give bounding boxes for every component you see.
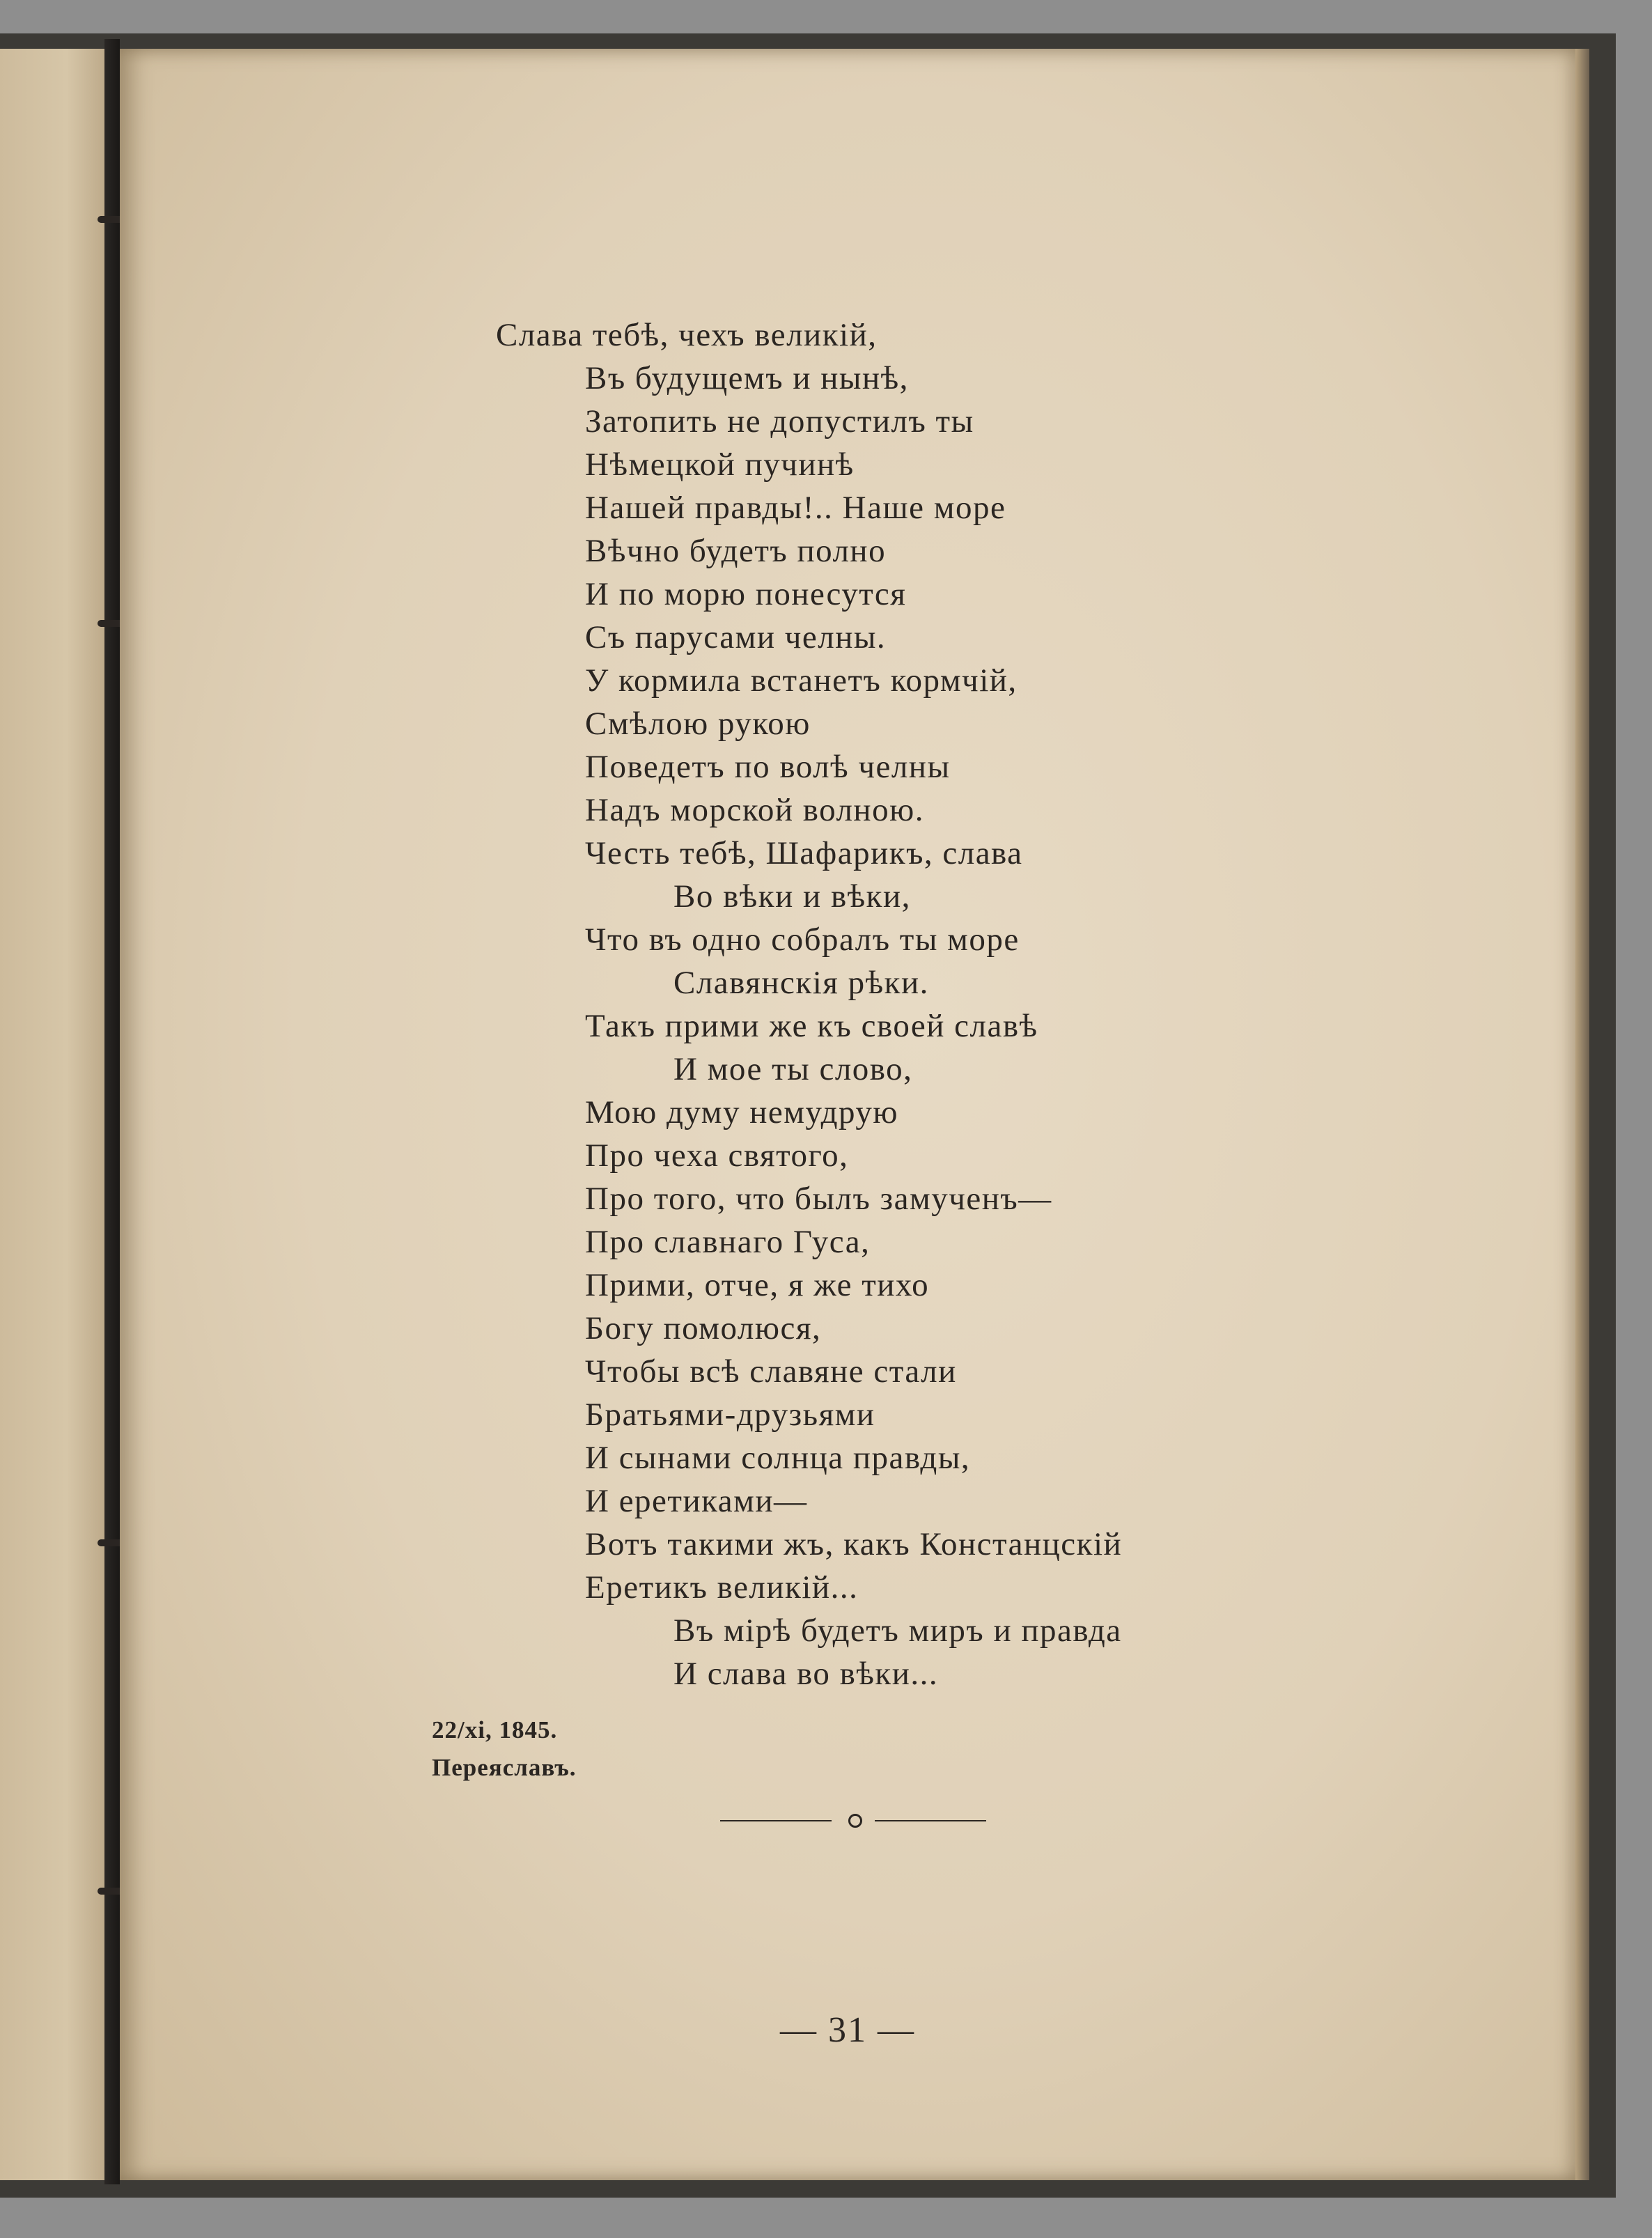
poem-line: Такъ прими же къ своей славѣ xyxy=(585,1008,1038,1044)
poem-line: Братьями-друзьями xyxy=(585,1397,875,1433)
poem-line: Съ парусами челны. xyxy=(585,619,887,655)
poem-line: Поведетъ по волѣ челны xyxy=(585,749,951,785)
page-number: — 31 — xyxy=(780,2010,915,2050)
poem-line: Вѣчно будетъ полно xyxy=(585,533,887,569)
poem-line: Въ мірѣ будетъ миръ и правда xyxy=(673,1613,1122,1649)
poem-text xyxy=(120,313,1575,1695)
poem-line: Про того, что былъ замученъ— xyxy=(585,1181,1052,1217)
poem-line: Затопить не допустилъ ты xyxy=(585,403,974,440)
poem-line: И слава во вѣки... xyxy=(673,1656,939,1692)
poem-line: Во вѣки и вѣки, xyxy=(673,878,911,915)
poem-place: Переяславъ. xyxy=(432,1754,577,1781)
section-divider xyxy=(720,1807,999,1835)
poem-line: Смѣлою рукою xyxy=(585,706,811,742)
scan-border-bottom xyxy=(0,2198,1652,2238)
scan-border-top xyxy=(0,0,1652,33)
poem-line: Славянскія рѣки. xyxy=(673,965,929,1001)
divider-circle-icon xyxy=(848,1814,862,1828)
poem-line: И по морю понесутся xyxy=(585,576,907,612)
scan-border-right xyxy=(1616,0,1652,2238)
poem-line: Что въ одно собралъ ты море xyxy=(585,922,1020,958)
divider-line-left xyxy=(720,1820,832,1821)
poem-line: Слава тебѣ, чехъ великій, xyxy=(496,317,878,353)
poem-line: У кормила встанетъ кормчій, xyxy=(585,662,1018,699)
book-page xyxy=(120,49,1575,2180)
divider-line-right xyxy=(875,1820,986,1821)
poem-line: И еретиками— xyxy=(585,1483,808,1519)
poem-line: Прими, отче, я же тихо xyxy=(585,1267,930,1303)
poem-line: Мою думу немудрую xyxy=(585,1094,898,1130)
poem-line: Честь тебѣ, Шафарикъ, слава xyxy=(585,835,1023,871)
poem-line: Про чеха святого, xyxy=(585,1137,849,1174)
left-page-edge xyxy=(0,49,111,2180)
book-gutter xyxy=(104,39,120,2184)
poem-line: Нѣмецкой пучинѣ xyxy=(585,446,855,483)
page-edge-right xyxy=(1575,49,1589,2180)
poem-line: Еретикъ великій... xyxy=(585,1569,859,1606)
poem-line: И мое ты слово, xyxy=(673,1051,913,1087)
poem-date: 22/xi, 1845. xyxy=(432,1716,558,1743)
poem-line: Надъ морской волною. xyxy=(585,792,924,828)
poem-line: И сынами солнца правды, xyxy=(585,1440,971,1476)
poem-line: Богу помолюся, xyxy=(585,1310,822,1346)
poem-line: Нашей правды!.. Наше море xyxy=(585,490,1006,526)
poem-line: Про славнаго Гуса, xyxy=(585,1224,871,1260)
poem-line: Въ будущемъ и нынѣ, xyxy=(585,360,909,396)
poem-line: Чтобы всѣ славяне стали xyxy=(585,1353,957,1390)
poem-line: Вотъ такими жъ, какъ Констанцскій xyxy=(585,1526,1123,1562)
